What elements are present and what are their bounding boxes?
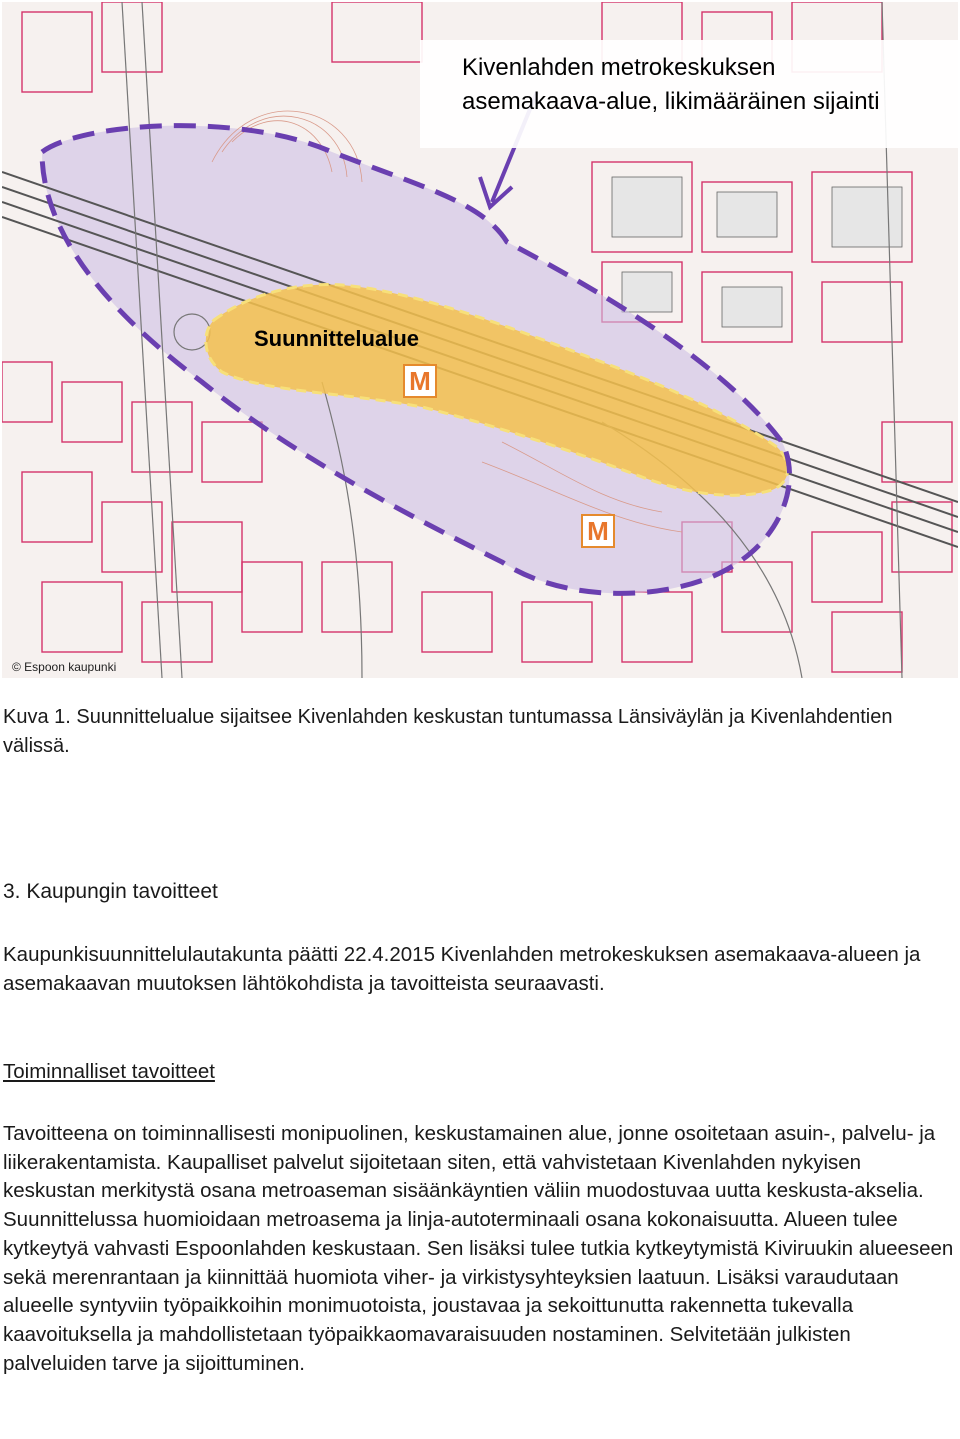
planning-area-label: Suunnittelualue	[254, 326, 419, 351]
section-heading: 3. Kaupungin tavoitteet	[3, 880, 218, 903]
map-title-box	[420, 40, 958, 148]
map-copyright: © Espoon kaupunki	[12, 660, 117, 674]
map-title-line1: Kivenlahden metrokeskuksen	[462, 54, 776, 81]
location-map	[2, 2, 958, 678]
map-title-line2: asemakaava-alue, likimääräinen sijainti	[462, 88, 880, 115]
subheading: Toiminnalliset tavoitteet	[3, 1060, 215, 1083]
intro-paragraph: Kaupunkisuunnittelulautakunta päätti 22.4.2015 Kivenlahden metrokeskuksen asemakaava-alueen ja asemakaavan muutoksen lähtökohdista ja tavoitteista seuraavasti.	[3, 943, 921, 995]
metro-icon: M	[403, 364, 437, 398]
metro-icon: M	[581, 514, 615, 548]
figure-caption: Kuva 1. Suunnittelualue sijaitsee Kivenlahden keskustan tuntumassa Länsiväylän ja Kivenlahdentien välissä.	[3, 706, 893, 757]
body-paragraph: Tavoitteena on toiminnallisesti monipuolinen, keskustamainen alue, jonne osoitetaan asuin-, palvelu- ja liikerakentamista. Kaupalliset palvelut sijoitetaan siten, että vahvistetaan Kivenlahden nykyisen keskustan merkitystä osana metroaseman sisäänkäyntien väliin muodostuvaa uutta keskusta-akselia. Suunnittelussa huomioidaan metroasema ja linja-autoterminaali osana kokonaisuutta. Alueen tulee kytkeytyä vahvasti Espoonlahden keskustaan. Sen lisäksi tulee tutkia kytkeytymistä Kiviruukin alueeseen sekä merenrantaan ja kiinnittää huomiota viher- ja virkistysyhteyksien laatuun. Lisäksi varaudutaan alueelle syntyviin työpaikkoihin monimuotoista, joustavaa ja sekoittunutta rakennetta tukevalla kaavoituksella ja mahdollistetaan työpaikkaomavaraisuuden nostaminen. Selvitetään julkisten palveluiden tarve ja sijoittuminen.	[3, 1122, 954, 1375]
